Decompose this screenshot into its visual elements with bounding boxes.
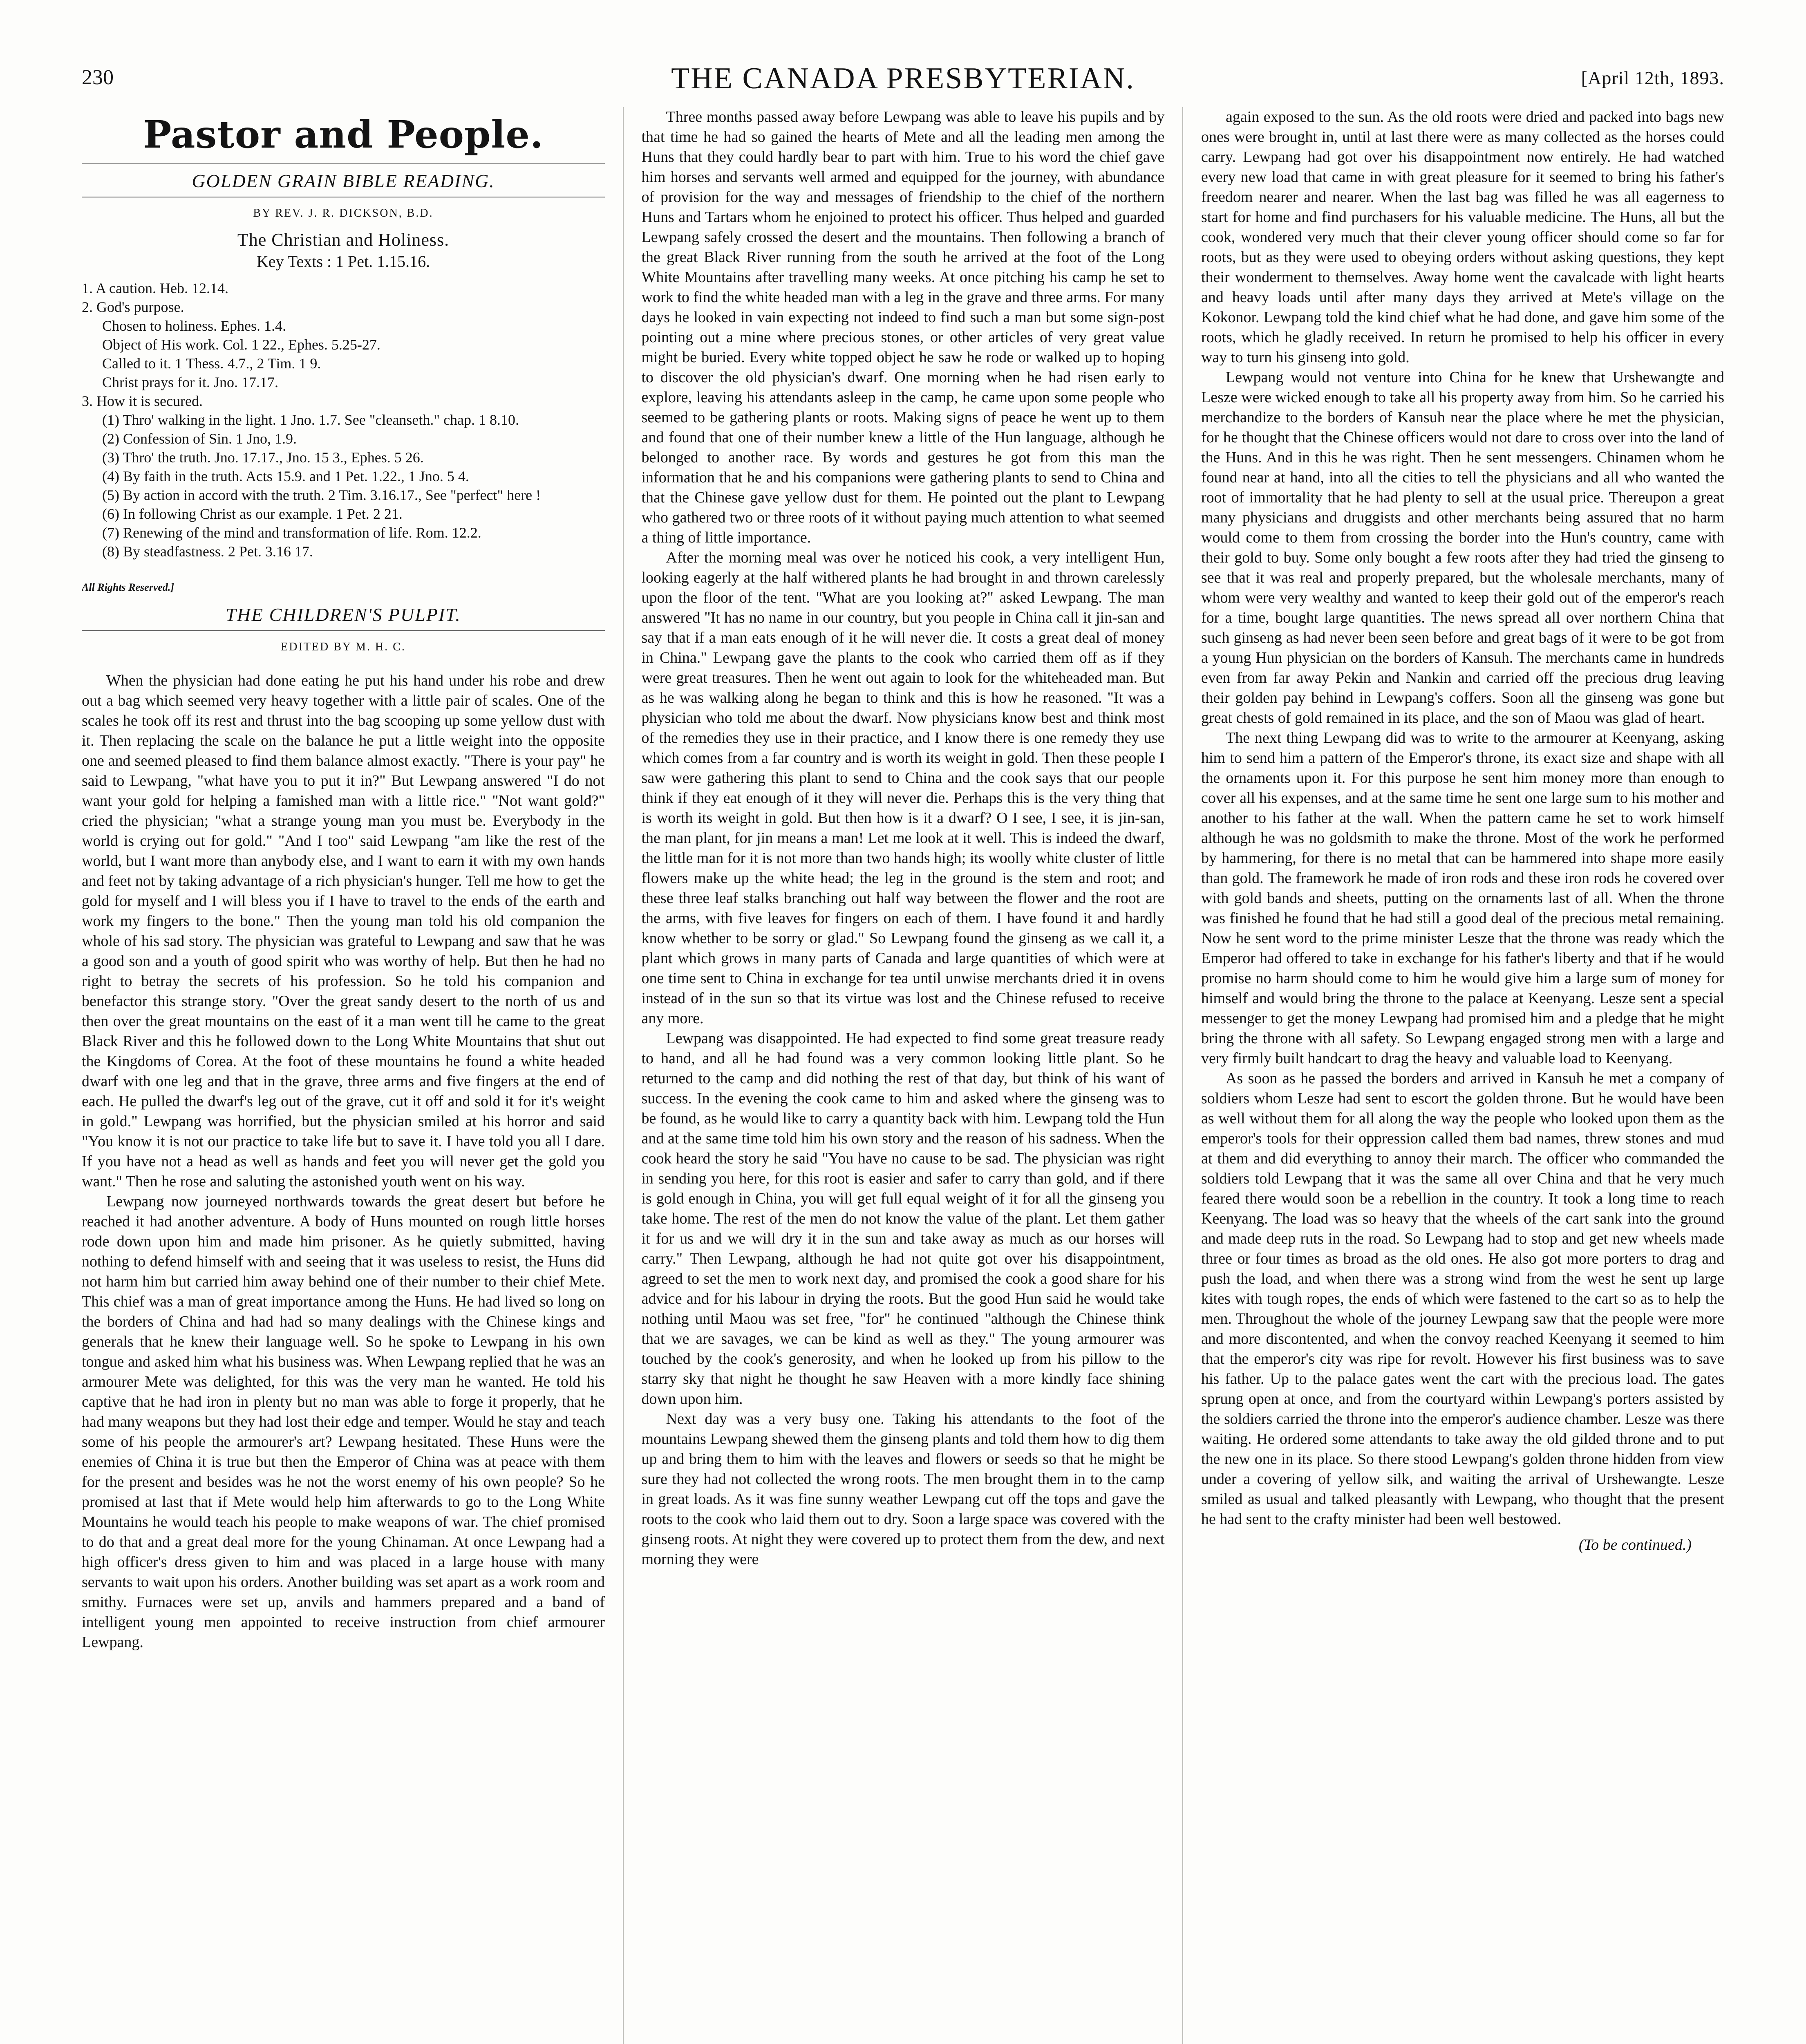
story-paragraph: When the physician had done eating he put his hand under his robe and drew out a bag which seemed very heavy together with a little pair of scales. One of the scales he took off its rest and thrust into the bag scooping up some yellow dust with it. Then replacing the scale on the balance he put a little weight into the opposite one and seemed pleased to find them balance almost exactly. "There is your pay" he said to Lewpang, "what have you to put it in?" But Lewpang answered "I do not want your gold for helping a famished man with a little rice." "Not want gold?" cried the physician; "what a strange young man you must be. Everybody in the world is crying out for gold." "And I too" said Lewpang "am like the rest of the world, but I want more than anybody else, and I want to earn it with my own hands and feet not by taking advantage of a rich physician's hunger. Tell me how to get the gold for myself and I will bless you if I have to travel to the ends of the earth and work my fingers to the bone." Then the young man told his old companion the whole of his sad story. The physician was grateful to Lewpang and saw that he was a good son and a youth of good spirit who was worthy of help. But then he had no right to betray the secrets of his profession. So he told his companion and benefactor this strange story. "Over the great sandy desert to the north of us and then over the great mountains on the east of it a man went till he came to the great Black River and this he followed down to the Long White Mountains that shut out the Kingdoms of Corea. At the foot of these mountains he found a white headed dwarf with one leg and that in the grave, three arms and five fingers at the end of each. He pulled the dwarf's leg out of the grave, cut it off and sold it for it's weight in gold." Lewpang was horrified, but the physician smiled at his horror and said "You know it is not our practice to take life but to save it. I have told you all I dare. If you have not a head as well as hands and feet you will never get the gold you want." Then he rose and saluting the astonished youth went on his way.	[82, 672, 605, 1190]
story-paragraph: As soon as he passed the borders and arrived in Kansuh he met a company of soldiers whom Lesze had sent to escort the golden throne. But he would have been as well without them for all along the way the people who looked upon them as the emperor's tools for their oppression called them bad names, threw stones and mud at them and did everything to annoy their march. The officer who commanded the soldiers told Lewpang that it was the same all over China and that he very much feared there would soon be a rebellion in the country. It took a long time to reach Keenyang. The load was so heavy that the wheels of the cart sank into the ground and made deep ruts in the road. So Lewpang had to stop and get new wheels made three or four times as broad as the old ones. He also got more porters to drag and push the load, and when there was a strong wind from the west he sent up large kites with tough ropes, the ends of which were fastened to the cart so as to help the men. Throughout the whole of the journey Lewpang saw that the people were more and more discontented, and when the convoy reached Keenyang it seemed to him that the emperor's city was ripe for revolt. However his first business was to save his father. Up to the palace gates went the cart with the precious load. The gates sprung open at once, and from the courtyard within Lewpang's porters assisted by the soldiers carried the throne into the emperor's audience chamber. Lesze was there waiting. He ordered some attendants to take away the old gilded throne and to put the new one in its place. So there stood Lewpang's golden throne hidden from view under a covering of yellow silk, and waiting the arrival of Urshewangte. Lesze smiled as usual and talked pleasantly with Lewpang, who thought that the present he had sent to the crafty minister had been well bestowed.	[1201, 1070, 1724, 1528]
outline-item: Called to it. 1 Thess. 4.7., 2 Tim. 1 9.	[102, 355, 321, 372]
outline-item: (8) By steadfastness. 2 Pet. 3.16 17.	[102, 543, 313, 560]
outline-item: (6) In following Christ as our example. 1 Pet. 2 21.	[102, 506, 403, 522]
column-divider	[623, 107, 624, 2044]
story-paragraph: Three months passed away before Lewpang was able to leave his pupils and by that time he had so gained the hearts of Mete and all the leading men among the Huns that they could hardly bear to part with him. True to his word the chief gave him horses and servants well armed and equipped for the journey, with abundance of provision for the way and messages of friendship to the chief of the northern Huns and Tartars whom he enjoined to protect his officer. Thus helped and guarded Lewpang safely crossed the desert and the mountains. Then following a branch of the great Black River running from the south he arrived at the foot of the Long White Mountains after travelling many weeks. At once pitching his camp he set to work to find the white headed man with a leg in the grave and three arms. For many days he looked in vain expecting not indeed to find such a man but some sign-post pointing out a mine where precious stones, or other articles of very great value might be buried. Every white topped object he saw he rode or walked up to hoping to discover the old physician's dwarf. One morning when he had risen early to explore, leaving his attendants asleep in the camp, he came upon some people who seemed to be gathering plants or roots. Making signs of peace he went up to them and found that one of their number knew a little of the Hun language, although he belonged to another race. By words and gestures he got from this man the information that he and his companions were gathering plants to send to China and that the Chinese gave yellow dust for them. He pointed out the plant to Lewpang who gathered two or three roots of it without paying much attention to what seemed a thing of little importance.	[641, 108, 1165, 546]
column-divider	[1182, 107, 1183, 2044]
column-3	[1201, 107, 1724, 2044]
story-paragraph: After the morning meal was over he noticed his cook, a very intelligent Hun, looking eagerly at the half withered plants he had brought in and thrown carelessly upon the floor of the tent. "What are you looking at?" asked Lewpang. The man answered "It has no name in our country, but you people in China call it jin-san and say that if a man eats enough of it he will never die. It costs a great deal of money in China." Lewpang gave the plants to the cook who carried them off as if they were great treasures. Then he went out again to look for the whiteheaded man. But as he was walking along he began to think and this is how he reasoned. "It was a physician who told me about the dwarf. Now physicians know best and think most of the remedies they use in their practice, and I know there is one remedy they use which comes from a far country and is worth its weight in gold. Then these people I saw were gathering this plant to send to China and the cook says that our people think if they eat enough of it they will never die. Perhaps this is the very thing that is worth its weight in gold. But then how is it a dwarf? O I see, I see, it is jin-san, the man plant, for jin means a man! Let me look at it well. This is indeed the dwarf, the little man for it is not more than two hands high; its woolly white cluster of little flowers make up the white head; the leg in the ground is the stem and root; and these three leaf stalks branching out half way between the flower and the root are the arms, with five leaves for fingers on each of them. I have found it and hardly know whether to be sorry or glad." So Lewpang found the ginseng as we call it, a plant which grows in many parts of Canada and large quantities of which were at one time sent to China in exchange for tea until unwise merchants dried it in ovens instead of in the sun so that its virtue was lost and the Chinese refused to receive any more.	[641, 549, 1165, 1027]
golden-grain-byline: BY REV. J. R. DICKSON, B.D.	[253, 207, 434, 220]
article-columns	[82, 107, 1724, 2044]
bible-reading-outline	[82, 279, 605, 561]
outline-item: 3. How it is secured.	[82, 393, 203, 409]
outline-item: (3) Thro' the truth. Jno. 17.17., Jno. 15 3., Ephes. 5 26.	[102, 449, 424, 466]
column-1	[82, 107, 605, 2044]
golden-grain-key-texts: Key Texts : 1 Pet. 1.15.16.	[256, 252, 430, 271]
outline-item: (7) Renewing of the mind and transformation of life. Rom. 12.2.	[102, 524, 481, 541]
column-2	[642, 107, 1165, 2044]
outline-item: (4) By faith in the truth. Acts 15.9. and 1 Pet. 1.22., 1 Jno. 5 4.	[102, 468, 469, 484]
outline-item: 2. God's purpose.	[82, 299, 184, 315]
divider	[82, 163, 605, 164]
divider	[82, 630, 605, 631]
to-be-continued: (To be continued.)	[1578, 1536, 1692, 1553]
masthead	[82, 61, 1724, 98]
newspaper-title: THE CANADA PRESBYTERIAN.	[671, 62, 1135, 95]
outline-item: Chosen to holiness. Ephes. 1.4.	[102, 318, 286, 334]
outline-item: Christ prays for it. Jno. 17.17.	[102, 374, 278, 390]
rights-notice: All Rights Reserved.]	[82, 581, 175, 593]
column-2-body	[642, 107, 1165, 1569]
story-paragraph: again exposed to the sun. As the old roots were dried and packed into bags new ones were brought in, until at last there were as many collected as the horses could carry. Lewpang had got over his disappointment now entirely. He had watched every new load that came in with great pleasure for it seemed to bring his father's freedom nearer and nearer. When the last bag was filled he was all eagerness to start for home and find purchasers for his valuable medicine. The Huns, all but the cook, wondered very much that their clever young officer should come so far for roots, but as they were used to obeying orders without asking questions, they kept their wonderment to themselves. Away home went the cavalcade with light hearts and heavy loads until after many days they arrived at Mete's village on the Kokonor. Lewpang told the kind chief what he had done, and gave him some of the roots, which he gladly received. In return he promised to help his officer in every way to turn his ginseng into gold.	[1201, 108, 1724, 366]
issue-date: [April 12th, 1893.	[1581, 67, 1724, 88]
outline-item: Object of His work. Col. 1 22., Ephes. 5.25-27.	[102, 336, 380, 353]
childrens-pulpit-editor: EDITED BY M. H. C.	[281, 641, 406, 653]
childrens-pulpit-title: THE CHILDREN'S PULPIT.	[226, 604, 461, 625]
page-number: 230	[82, 66, 114, 89]
story-paragraph: Next day was a very busy one. Taking his attendants to the foot of the mountains Lewpang shewed them the ginseng plants and told them how to dig them up and bring them to him with the leaves and flowers or seeds so that he might be sure they had not collected the wrong roots. The men brought them in to the camp in great loads. As it was fine sunny weather Lewpang cut off the tops and gave the roots to the cook who laid them out to dry. Soon a large space was covered with the ginseng roots. At night they were covered up to protect them from the dew, and next morning they were	[641, 1410, 1165, 1568]
column-1-body	[82, 671, 605, 1652]
outline-item: (5) By action in accord with the truth. 2 Tim. 3.16.17., See "perfect" here !	[102, 487, 541, 503]
golden-grain-title: GOLDEN GRAIN BIBLE READING.	[192, 170, 495, 191]
outline-item: (1) Thro' walking in the light. 1 Jno. 1.7. See "cleanseth." chap. 1 8.10.	[102, 412, 519, 428]
story-paragraph: The next thing Lewpang did was to write to the armourer at Keenyang, asking him to send him a pattern of the Emperor's throne, its exact size and shape with all the ornaments upon it. For this purpose he sent him money more than enough to cover all his expenses, and at the same time he sent one large sum to his mother and another to his father at the wall. When the pattern came he set to work himself although he was no goldsmith to make the throne. Most of the work he performed by hammering, for there is no metal that can be hammered into shape more easily than gold. The framework he made of iron rods and these iron rods he covered over with gold bands and sheets, putting on the ornaments last of all. When the throne was finished he found that he had still a good deal of the precious metal remaining. Now he sent word to the prime minister Lesze that the throne was ready which the Emperor had offered to take in exchange for his father's liberty and that if he would promise no harm should come to him he would give him a large sum of money for himself and would bring the throne to the palace at Keenyang. Lesze sent a special messenger to get the money Lewpang had promised him and a pledge that he might bring the throne with all safety. So Lewpang engaged strong men with a large and very firmly built handcart to drag the heavy and valuable load to Keenyang.	[1201, 729, 1724, 1067]
outline-item: (2) Confession of Sin. 1 Jno, 1.9.	[102, 430, 297, 447]
outline-item: 1. A caution. Heb. 12.14.	[82, 280, 228, 296]
golden-grain-subtitle: The Christian and Holiness.	[237, 230, 450, 250]
story-paragraph: Lewpang was disappointed. He had expected to find some great treasure ready to hand, and all he had found was a very common looking little plant. So he returned to the camp and did nothing the rest of that day, but think of his want of success. In the evening the cook came to him and asked where the ginseng was to be found, as he would like to carry a quantity back with him. Lewpang told the Hun and at the same time told him his own story and the reason of his sadness. When the cook heard the story he said "You have no cause to be sad. The physician was right in sending you here, for this root is easier and safer to carry than gold, and if there is gold enough in China, you will get full equal weight of it for all the ginseng you take home. The rest of the men do not know the value of the plant. Let them gather it for us and we will dry it in the sun and take away as much as our horses will carry." Then Lewpang, although he had not quite got over his disappointment, agreed to set the men to work next day, and promised the cook a good share for his advice and for his labour in drying the roots. But the good Hun said he would take nothing until Maou was set free, "for" he continued "although the Chinese think that we are savages, we can be kind as well as they." The young armourer was touched by the cook's generosity, and when he looked up from his pillow to the starry sky that night he thought he saw Heaven with a more kindly face shining down upon him.	[641, 1030, 1165, 1407]
section-heading: Pastor and People.	[143, 112, 544, 157]
column-3-body	[1201, 107, 1724, 1529]
story-paragraph: Lewpang would not venture into China for he knew that Urshewangte and Lesze were wicked enough to take all his property away from him. So he carried his merchandize to the borders of Kansuh near the place where he met the physician, for he thought that the Chinese officers would not dare to cross over into the land of the Huns. And in this he was right. Then he sent messengers. Chinamen whom he found near at hand, into all the cities to tell the physicians and all who wanted the root of immortality that he had plenty to sell at the usual price. Thereupon a great many physicians and druggists and other merchants being assured that no harm would come to them from crossing the border into the Hun's country, came with their gold to buy. Some only bought a few roots after they had tried the ginseng to see that it was real and properly prepared, but the wholesale merchants, many of whom were very wealthy and wanted to keep their gold out of the emperor's reach for a time, bought large quantities. The news spread all over northern China that such ginseng as had never been seen before and great bags of it were to be got from a young Hun physician on the borders of Kansuh. The merchants came in hundreds even from far away Pekin and Nankin and carried off the precious drug leaving their golden pay behind in Lewpang's coffers. Soon all the ginseng was gone but great chests of gold remained in its place, and the son of Maou was glad of heart.	[1201, 369, 1724, 726]
story-paragraph: Lewpang now journeyed northwards towards the great desert but before he reached it had another adventure. A body of Huns mounted on rough little horses rode down upon him and made him prisoner. As he quietly submitted, having nothing to defend himself with and seeing that it was useless to resist, the Huns did not harm him but carried him away behind one of their number to their chief Mete. This chief was a man of great importance among the Huns. He had lived so long on the borders of China and had had so many dealings with the Chinese kings and generals that he knew their language well. So he spoke to Lewpang in his own tongue and asked him what his business was. When Lewpang replied that he was an armourer Mete was delighted, for this was the very man he wanted. He told his captive that he had iron in plenty but no man was able to forge it properly, that he had many weapons but they had lost their edge and temper. Would he stay and teach some of his people the armourer's art? Lewpang hesitated. These Huns were the enemies of China it is true but then the Emperor of China was at peace with them for the present and besides was he not the worst enemy of his own people? So he promised at last that if Mete would help him afterwards to go to the Long White Mountains he would teach his people to make weapons of war. The chief promised to do that and a great deal more for the young Chinaman. At once Lewpang had a high officer's dress given to him and was placed in a large house with many servants to wait upon his orders. Another building was set apart as a work room and smithy. Furnaces were set up, anvils and hammers prepared and a band of intelligent young men appointed to receive instruction from chief armourer Lewpang.	[82, 1193, 605, 1651]
